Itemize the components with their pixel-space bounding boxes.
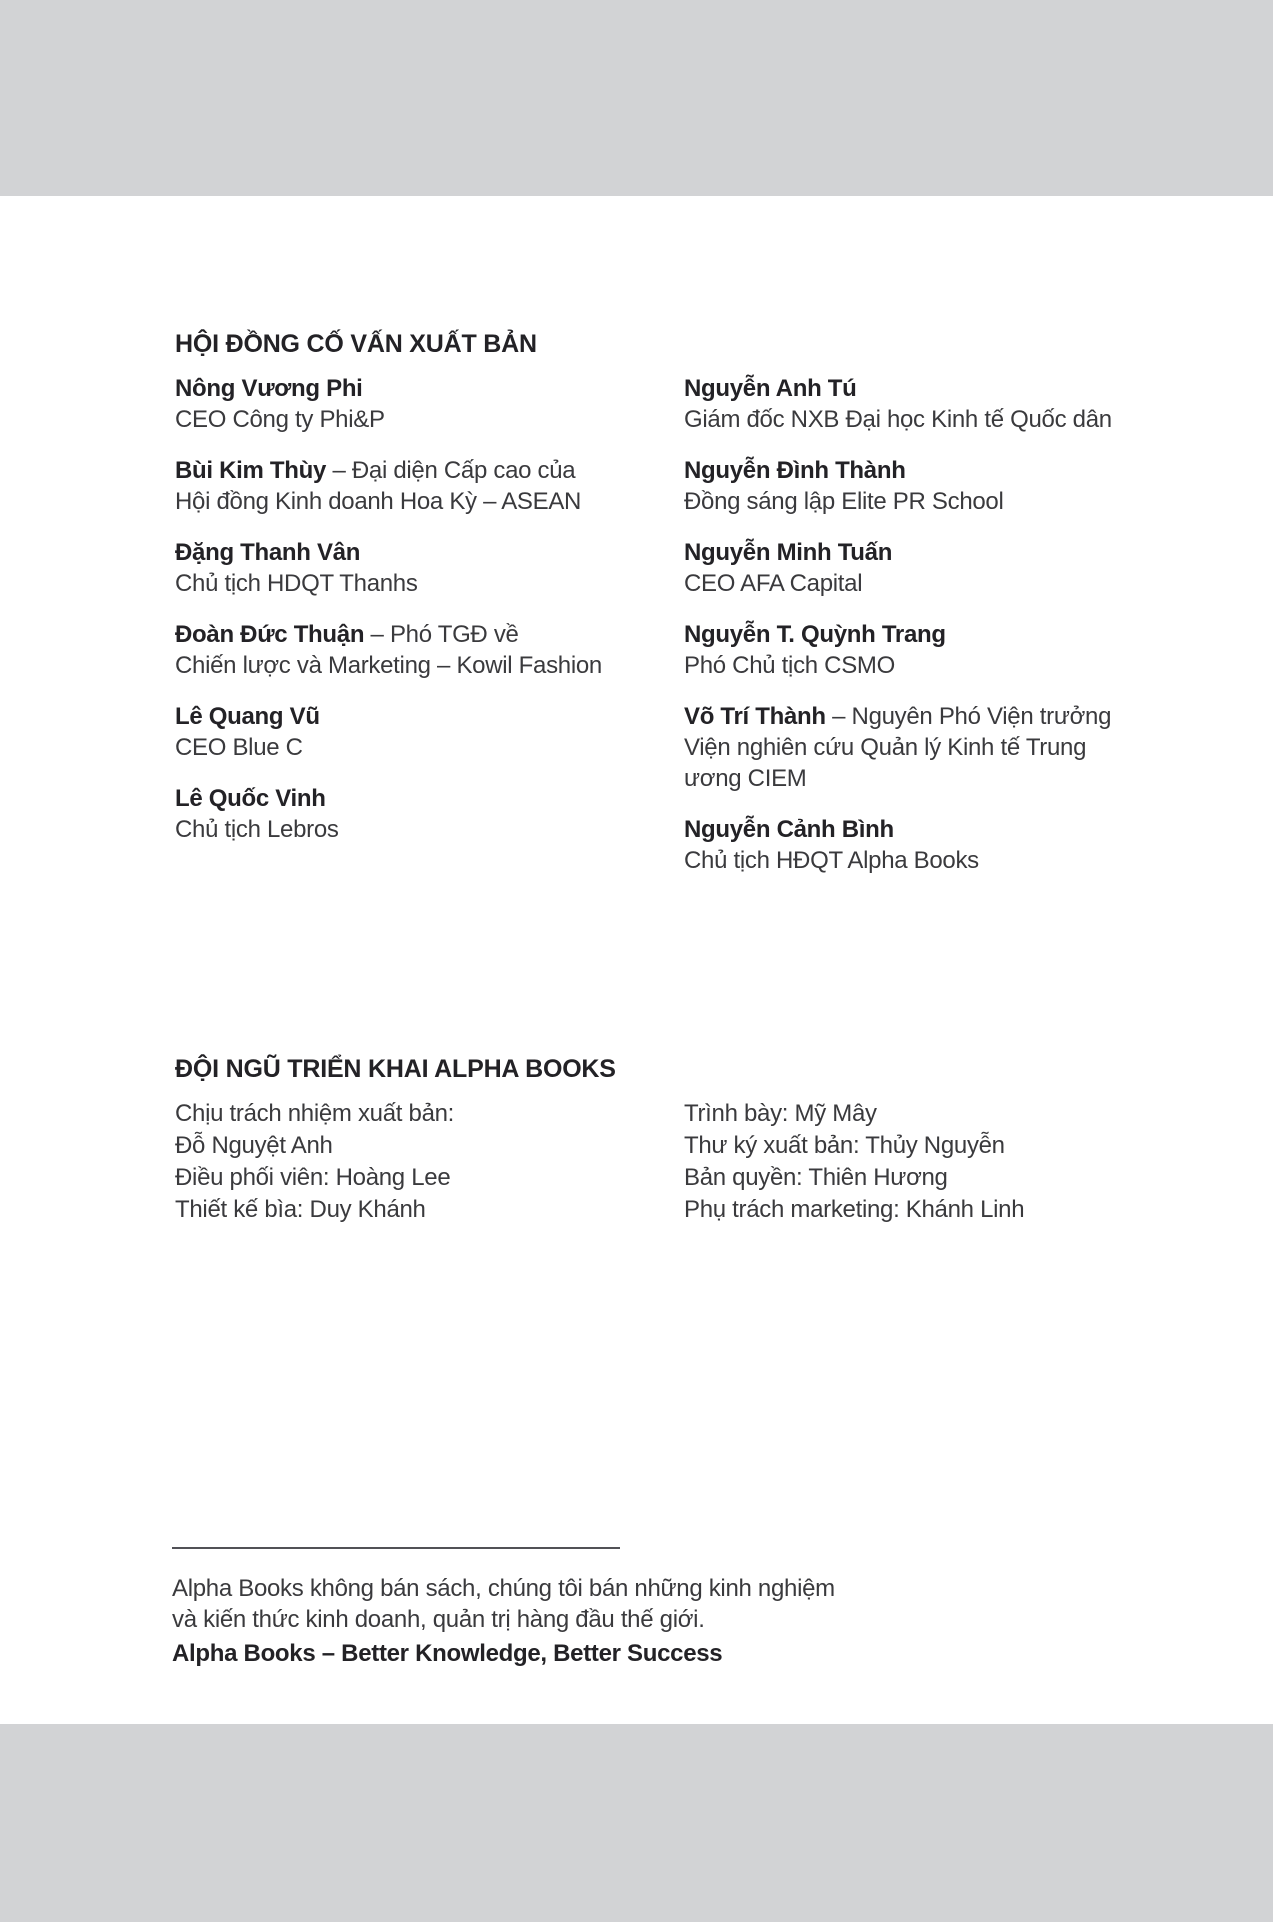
- advisor-entry: [684, 619, 1144, 681]
- advisory-left-column: [175, 373, 684, 896]
- advisor-role: – Đại diện Cấp cao của: [326, 457, 576, 484]
- advisor-name-role-line: [684, 701, 1144, 732]
- advisor-name: Bùi Kim Thùy: [175, 457, 327, 484]
- advisor-entry: [175, 455, 684, 517]
- implementation-team-title: ĐỘI NGŨ TRIỂN KHAI ALPHA BOOKS: [175, 1055, 616, 1083]
- team-role-line: Đỗ Nguyệt Anh: [175, 1132, 333, 1159]
- team-role-line: Phụ trách marketing: Khánh Linh: [684, 1196, 1025, 1223]
- advisor-entry: [175, 783, 684, 845]
- advisor-name: Nguyễn T. Quỳnh Trang: [684, 621, 946, 648]
- team-role-line: Điều phối viên: Hoàng Lee: [175, 1164, 451, 1191]
- advisor-role: CEO Blue C: [175, 734, 303, 761]
- page-content: [0, 196, 1276, 1724]
- team-role-line: Bản quyền: Thiên Hương: [684, 1164, 948, 1191]
- advisor-role: Chủ tịch HDQT Thanhs: [175, 570, 418, 597]
- advisor-name: Nguyễn Anh Tú: [684, 375, 857, 402]
- advisory-columns: [175, 373, 1144, 896]
- advisor-name: Lê Quang Vũ: [175, 703, 320, 730]
- advisor-name: Đoàn Đức Thuận: [175, 621, 365, 648]
- advisor-entry: [175, 373, 684, 435]
- footer-slogan-line: Alpha Books không bán sách, chúng tôi bán những kinh nghiệm: [172, 1575, 835, 1602]
- team-role-line: Chịu trách nhiệm xuất bản:: [175, 1100, 455, 1127]
- advisor-entry: [684, 701, 1144, 794]
- advisor-name-role-line: [175, 619, 684, 650]
- advisor-entry: [684, 455, 1144, 517]
- advisor-entry: [175, 701, 684, 763]
- advisor-name: Đặng Thanh Vân: [175, 539, 361, 566]
- bottom-gray-band: [0, 1724, 1273, 1922]
- team-role-line: Thư ký xuất bản: Thủy Nguyễn: [684, 1132, 1005, 1159]
- advisor-name-role-line: [175, 455, 684, 486]
- advisor-entry: [684, 537, 1144, 599]
- footer-slogan-line: và kiến thức kinh doanh, quản trị hàng đầu thế giới.: [172, 1606, 705, 1633]
- team-role-line: Thiết kế bìa: Duy Khánh: [175, 1196, 426, 1223]
- advisor-entry: [684, 814, 1144, 876]
- advisor-name: Nông Vương Phi: [175, 375, 363, 402]
- advisor-entry: [684, 373, 1144, 435]
- publisher-footer: [172, 1547, 835, 1669]
- implementation-team-section: [175, 1054, 1144, 1226]
- footer-tagline: Alpha Books – Better Knowledge, Better Success: [172, 1640, 723, 1667]
- advisory-board-section: [175, 329, 1144, 896]
- advisor-role: Chủ tịch HĐQT Alpha Books: [684, 847, 979, 874]
- advisor-role: Phó Chủ tịch CSMO: [684, 652, 895, 679]
- advisor-name: Võ Trí Thành: [684, 703, 826, 730]
- advisor-role-continued: Viện nghiên cứu Quản lý Kinh tế Trung: [684, 734, 1087, 761]
- team-right-column: [684, 1098, 1144, 1226]
- advisor-name: Nguyễn Cảnh Bình: [684, 816, 894, 843]
- advisor-role: – Nguyên Phó Viện trưởng: [825, 703, 1112, 730]
- advisor-role: Giám đốc NXB Đại học Kinh tế Quốc dân: [684, 406, 1112, 433]
- team-columns: [175, 1098, 1144, 1226]
- advisor-role: CEO AFA Capital: [684, 570, 863, 597]
- advisor-name: Lê Quốc Vinh: [175, 785, 326, 812]
- advisor-role: Đồng sáng lập Elite PR School: [684, 488, 1004, 515]
- advisor-role-continued: Hội đồng Kinh doanh Hoa Kỳ – ASEAN: [175, 488, 582, 515]
- advisor-role-continued: Chiến lược và Marketing – Kowil Fashion: [175, 652, 602, 679]
- advisory-board-title: HỘI ĐỒNG CỐ VẤN XUẤT BẢN: [175, 330, 537, 358]
- advisor-entry: [175, 619, 684, 681]
- advisor-name: Nguyễn Đình Thành: [684, 457, 906, 484]
- advisor-role: Chủ tịch Lebros: [175, 816, 339, 843]
- top-gray-band: [0, 0, 1273, 196]
- footer-divider: [172, 1547, 620, 1549]
- advisory-right-column: [684, 373, 1144, 896]
- team-left-column: [175, 1098, 684, 1226]
- advisor-role-continued: ương CIEM: [684, 765, 807, 792]
- advisor-entry: [175, 537, 684, 599]
- advisor-role: CEO Công ty Phi&P: [175, 406, 385, 433]
- team-role-line: Trình bày: Mỹ Mây: [684, 1100, 877, 1127]
- advisor-name: Nguyễn Minh Tuấn: [684, 539, 893, 566]
- advisor-role: – Phó TGĐ về: [364, 621, 519, 648]
